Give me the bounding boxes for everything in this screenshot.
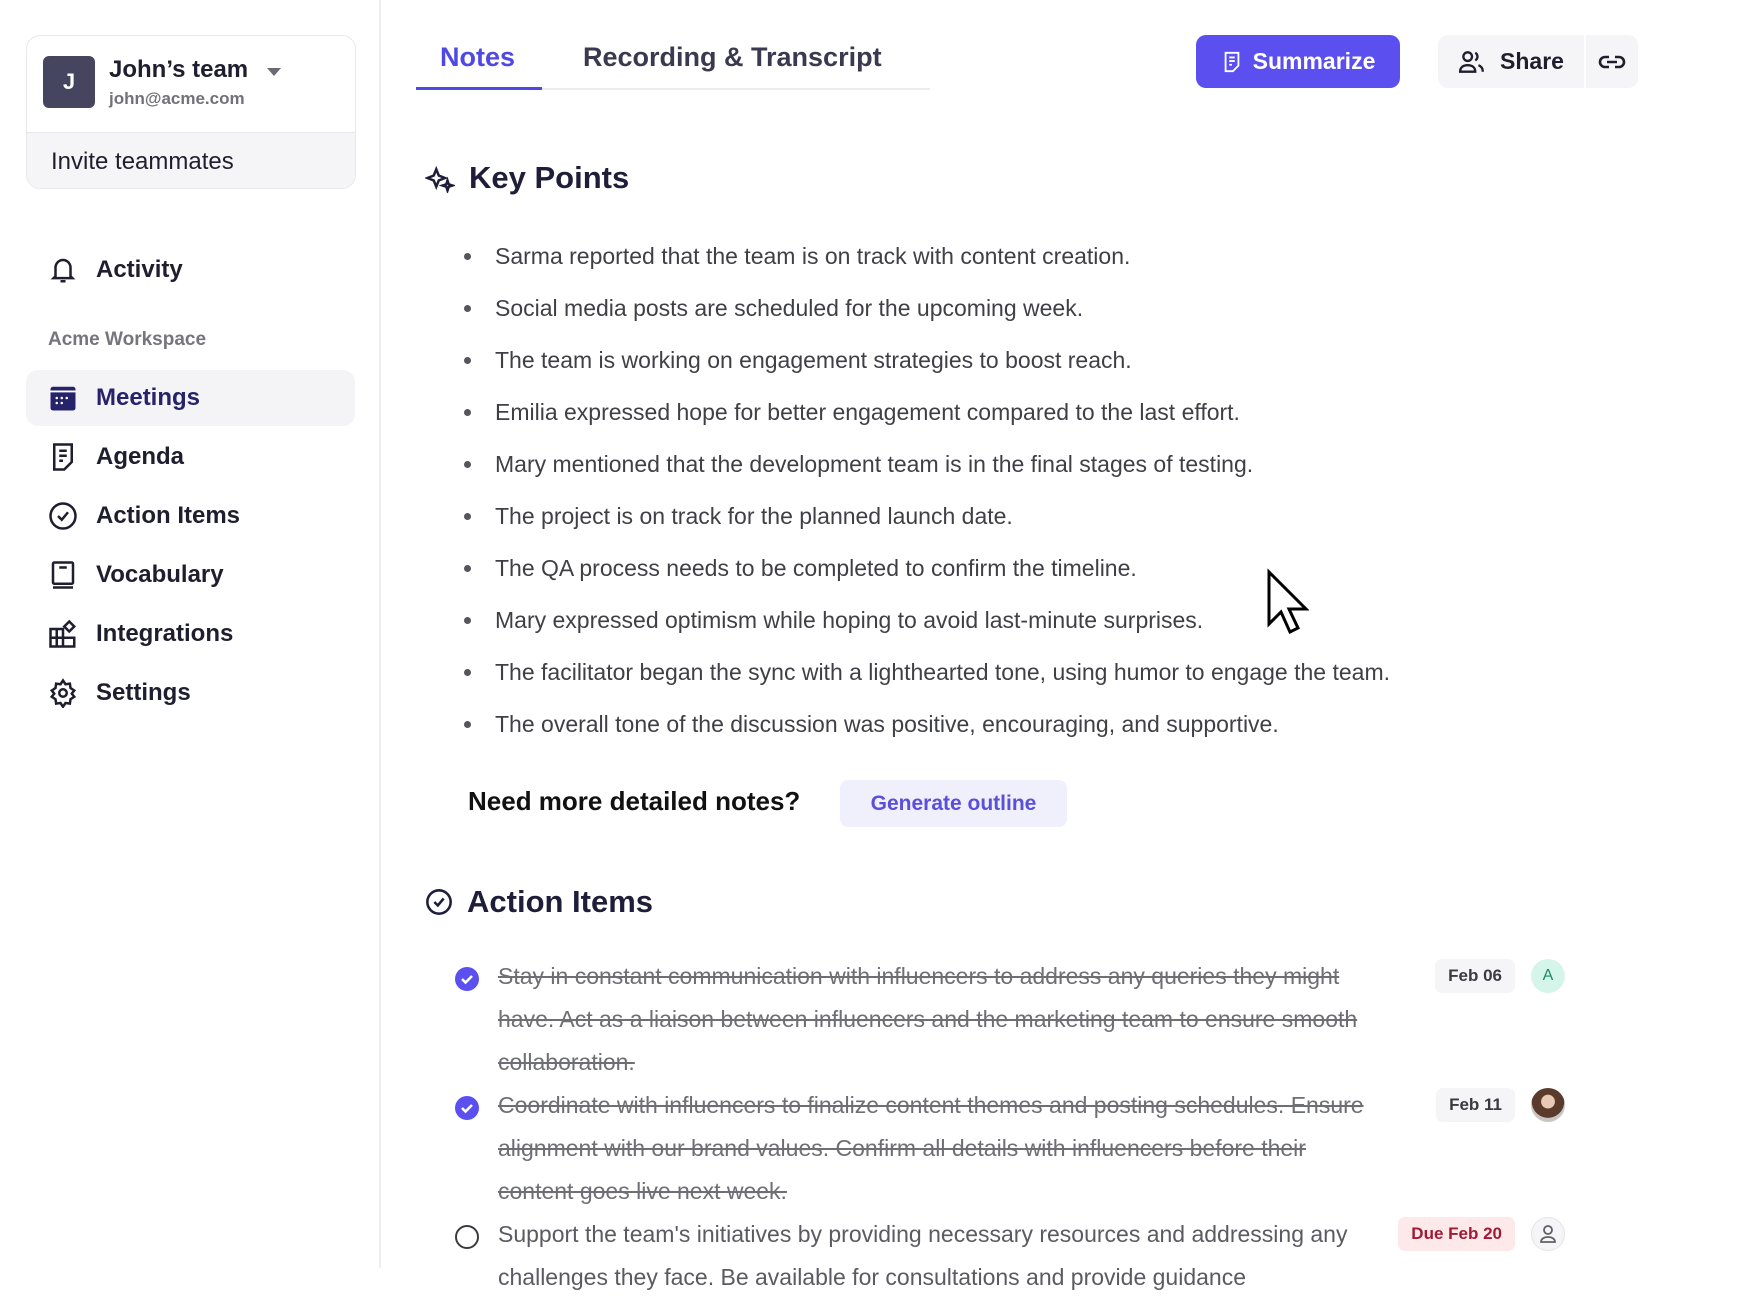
- sidebar-item-label: Vocabulary: [96, 561, 224, 588]
- action-items-heading: [425, 884, 653, 920]
- generate-outline-button[interactable]: Generate outline: [840, 780, 1067, 827]
- sidebar-item-integrations[interactable]: [26, 606, 355, 662]
- checkbox-unchecked[interactable]: [455, 1225, 479, 1249]
- sidebar-item-vocabulary[interactable]: [26, 547, 355, 603]
- assignee-photo-avatar[interactable]: [1531, 1088, 1565, 1122]
- due-date-badge[interactable]: Due Feb 20: [1398, 1217, 1515, 1251]
- list-item: Social media posts are scheduled for the upcoming week.: [462, 282, 1390, 334]
- unassigned-avatar[interactable]: [1531, 1217, 1565, 1251]
- bell-icon: [48, 255, 78, 285]
- book-icon: [48, 560, 78, 590]
- tab-recording-transcript[interactable]: Recording & Transcript: [583, 42, 882, 72]
- users-icon: [1458, 49, 1486, 75]
- team-name: John’s team: [109, 56, 249, 83]
- summarize-button[interactable]: [1196, 35, 1400, 88]
- due-date-badge[interactable]: Feb 06: [1435, 959, 1515, 993]
- tab-notes[interactable]: Notes: [440, 42, 516, 72]
- sidebar-item-activity[interactable]: [26, 242, 355, 298]
- sidebar-item-action-items[interactable]: [26, 488, 355, 544]
- check-circle-icon: [48, 501, 78, 531]
- list-item: The overall tone of the discussion was positive, encouraging, and supportive.: [462, 698, 1390, 750]
- tab-bar: [416, 36, 930, 90]
- key-points-heading: [425, 160, 629, 196]
- link-icon: [1598, 54, 1626, 70]
- sparkles-icon: [425, 163, 455, 193]
- summarize-label: Summarize: [1252, 48, 1376, 74]
- sidebar-item-label: Meetings: [96, 384, 201, 411]
- action-item-text[interactable]: Stay in constant communication with influencers to address any queries they might have. Act as a liaison between influencers and the marketing team to ensure smooth collaboration.: [498, 963, 1358, 1075]
- more-notes-prompt: Need more detailed notes?: [468, 786, 801, 816]
- mouse-cursor-icon: [1265, 568, 1309, 634]
- copy-link-button[interactable]: [1586, 35, 1638, 88]
- team-email: john@acme.com: [109, 89, 245, 108]
- gear-icon: [48, 678, 78, 708]
- calendar-icon: [48, 383, 78, 413]
- assignee-avatar[interactable]: A: [1531, 959, 1565, 993]
- action-item-text[interactable]: Support the team's initiatives by providing necessary resources and addressing any challenges they face. Be available for consultations and provide guidance: [498, 1221, 1348, 1290]
- list-item: Mary mentioned that the development team is in the final stages of testing.: [462, 438, 1390, 490]
- sidebar-item-label: Settings: [96, 679, 191, 706]
- caret-down-icon[interactable]: [267, 68, 281, 76]
- user-icon: [1539, 1224, 1557, 1244]
- list-item: Mary expressed optimism while hoping to avoid last-minute surprises.: [462, 594, 1390, 646]
- list-item: The team is working on engagement strategies to boost reach.: [462, 334, 1390, 386]
- checkbox-checked[interactable]: [455, 1096, 479, 1120]
- invite-teammates-button[interactable]: Invite teammates: [27, 132, 355, 189]
- document-icon: [1221, 50, 1243, 74]
- sidebar-item-label: Action Items: [96, 502, 241, 529]
- list-item: Emilia expressed hope for better engagement compared to the last effort.: [462, 386, 1390, 438]
- sidebar-item-label: Agenda: [96, 443, 185, 470]
- document-icon: [48, 442, 78, 472]
- team-switcher[interactable]: [27, 36, 355, 132]
- key-points-title: Key Points: [469, 160, 630, 195]
- workspace-label: Acme Workspace: [48, 329, 207, 350]
- list-item: The QA process needs to be completed to confirm the timeline.: [462, 542, 1390, 594]
- check-icon: [455, 967, 479, 991]
- active-tab-indicator: [416, 87, 542, 90]
- action-items-title: Action Items: [467, 884, 654, 919]
- list-item: The project is on track for the planned launch date.: [462, 490, 1390, 542]
- share-button[interactable]: [1438, 35, 1584, 88]
- list-item: Sarma reported that the team is on track with content creation.: [462, 230, 1390, 282]
- key-points-list: [462, 230, 1390, 750]
- sidebar-item-settings[interactable]: [26, 665, 355, 721]
- team-avatar: J: [43, 56, 95, 108]
- sidebar-item-label: Integrations: [96, 620, 234, 647]
- sidebar-item-label: Activity: [96, 256, 183, 283]
- integrations-icon: [48, 619, 78, 649]
- team-card: [26, 35, 356, 189]
- sidebar: [0, 0, 381, 1268]
- share-label: Share: [1500, 48, 1564, 74]
- due-date-badge[interactable]: Feb 11: [1436, 1088, 1515, 1122]
- list-item: The facilitator began the sync with a lighthearted tone, using humor to engage the team.: [462, 646, 1390, 698]
- check-circle-icon: [425, 888, 453, 916]
- check-icon: [455, 1096, 479, 1120]
- checkbox-checked[interactable]: [455, 967, 479, 991]
- action-item-text[interactable]: Coordinate with influencers to finalize content themes and posting schedules. Ensure alignment with our brand values. Confirm all details with influencers before their content goes live next week.: [498, 1092, 1364, 1204]
- sidebar-item-agenda[interactable]: [26, 429, 355, 485]
- share-group: [1438, 35, 1638, 88]
- sidebar-item-meetings[interactable]: [26, 370, 355, 426]
